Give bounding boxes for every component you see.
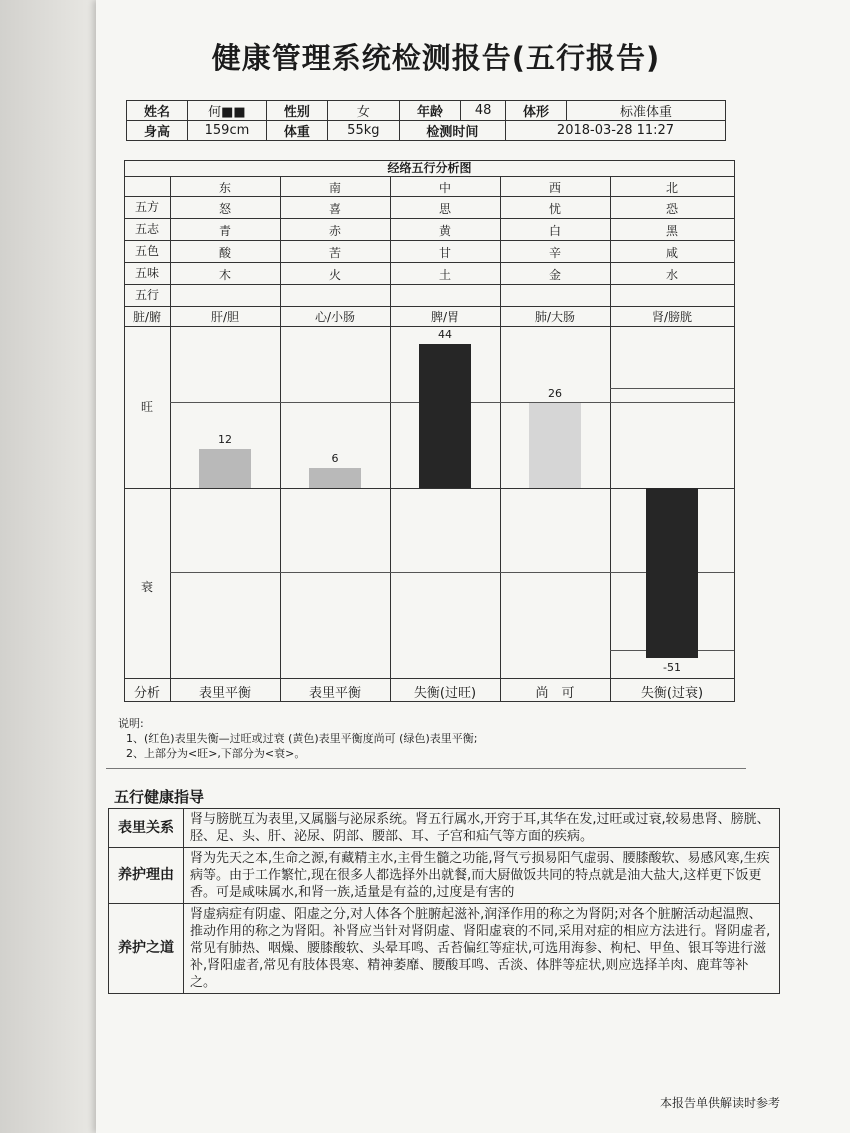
color-cell: 青 — [218, 224, 231, 238]
organ-cell: 肺/大肠 — [534, 310, 576, 324]
grid-line — [124, 262, 735, 263]
element-cell: 水 — [665, 268, 678, 282]
bar-value-label: 26 — [548, 386, 562, 400]
bar-3 — [529, 403, 581, 488]
bar-value-label: 44 — [438, 328, 452, 341]
grid-line — [734, 176, 735, 702]
emotion-cell: 怒 — [218, 202, 231, 216]
analysis-cell: 表里平衡 — [308, 686, 361, 701]
taste-cell: 辛 — [548, 246, 561, 260]
name-label: 姓名 — [127, 101, 188, 121]
element-cell: 金 — [548, 268, 561, 282]
analysis-label: 分析 — [133, 686, 160, 701]
guide-text: 肾与膀胱互为表里,又属腦与泌尿系统。肾五行属水,开窍于耳,其华在发,过旺或过衰,较易患肾、膀胱、胫、足、头、肝、泌尿、阴部、腰部、耳、子宫和疝气等方面的疾病。 — [184, 809, 780, 848]
emotion-cell: 忧 — [548, 202, 561, 216]
report-title: 健康管理系统检测报告(五行报告) — [211, 41, 661, 75]
grid-line — [124, 176, 735, 177]
build-label: 体形 — [506, 101, 567, 121]
bar-1 — [309, 468, 361, 488]
chart-title: 经络五行分析图 — [124, 160, 735, 177]
color-cell: 赤 — [328, 224, 341, 238]
notes-line: 2、上部分为<旺>,下部分为<衰>。 — [126, 747, 306, 760]
element-cell: 木 — [218, 268, 231, 282]
analysis-cell: 表里平衡 — [198, 686, 251, 701]
age-label: 年龄 — [399, 101, 460, 121]
direction-cell: 中 — [438, 181, 451, 195]
notes-heading: 说明: — [118, 717, 144, 730]
time-label: 检测时间 — [399, 121, 505, 141]
organ-cell: 肝/胆 — [210, 310, 240, 324]
organ-cell: 肾/膀胱 — [651, 310, 693, 324]
grid-line — [124, 196, 735, 197]
bar-2 — [419, 344, 471, 488]
analysis-cell: 失衡(过旺) — [413, 686, 477, 701]
bar-4 — [646, 488, 698, 658]
bar-value-label: 12 — [218, 432, 232, 446]
patient-info-table — [126, 100, 726, 141]
bar-0 — [199, 449, 251, 488]
element-cell: 土 — [438, 268, 451, 282]
direction-cell: 南 — [328, 181, 341, 195]
build-value: 标准体重 — [567, 101, 726, 121]
chart-gridline — [610, 388, 734, 389]
emotion-cell: 喜 — [328, 202, 341, 216]
gender-label: 性别 — [266, 101, 327, 121]
report-sheet — [96, 0, 850, 1133]
row-label-color: 五色 — [134, 244, 159, 258]
row-label-element: 五行 — [134, 288, 159, 302]
grid-line — [124, 326, 735, 327]
five-elements-chart — [124, 176, 735, 702]
weight-value: 55kg — [327, 121, 399, 141]
weight-label: 体重 — [266, 121, 327, 141]
row-label-emotion: 五志 — [134, 222, 159, 236]
bar-value-label: -51 — [663, 661, 681, 674]
strong-label: 旺 — [140, 400, 153, 414]
taste-cell: 甘 — [438, 246, 451, 260]
taste-cell: 酸 — [218, 246, 231, 260]
row-label-direction: 五方 — [134, 200, 159, 214]
taste-cell: 咸 — [665, 246, 678, 260]
time-value: 2018-03-28 11:27 — [506, 121, 726, 141]
notes-line: 1、(红色)表里失衡—过旺或过衰 (黄色)表里平衡度尚可 (绿色)表里平衡; — [126, 732, 478, 745]
name-value: 何■■ — [187, 101, 266, 121]
guide-key: 养护理由 — [109, 848, 184, 904]
guide-text: 肾虚病症有阴虚、阳虚之分,对人体各个脏腑起滋补,润泽作用的称之为肾阴;对各个脏腑活动起温煦、推动作用的称之为肾阳。补肾应当针对肾阴虚、肾阳虚衰的不同,采用对症的相应方法进行。肾阴虚者,常见有肺热、咽燥、腰膝酸软、头晕耳鸣、舌苔偏红等症状,可选用海参、枸杞、甲鱼、银耳等进行滋补,肾阳虚者,常见有肢体畏寒、精神萎靡、腰酸耳鸣、舌淡、体胖等症状,则应选择羊肉、鹿茸等补之。 — [184, 904, 780, 994]
grid-line — [124, 678, 735, 679]
color-cell: 白 — [548, 224, 561, 238]
chart-axis-line — [124, 488, 735, 489]
color-cell: 黑 — [665, 224, 678, 238]
direction-cell: 北 — [665, 181, 678, 195]
weak-label: 衰 — [140, 580, 153, 594]
emotion-cell: 恐 — [665, 202, 678, 216]
taste-cell: 苦 — [328, 246, 341, 260]
divider — [106, 768, 746, 769]
color-cell: 黄 — [438, 224, 451, 238]
guide-table — [108, 808, 780, 994]
guide-heading: 五行健康指导 — [114, 788, 205, 806]
gender-value: 女 — [327, 101, 399, 121]
organ-cell: 脾/胃 — [430, 310, 460, 324]
organ-cell: 心/小肠 — [314, 310, 356, 324]
emotion-cell: 思 — [438, 202, 451, 216]
guide-key: 养护之道 — [109, 904, 184, 994]
height-label: 身高 — [127, 121, 188, 141]
age-value: 48 — [461, 101, 506, 121]
grid-line — [124, 218, 735, 219]
bar-value-label: 6 — [331, 452, 339, 466]
direction-cell: 东 — [218, 181, 231, 195]
notes — [118, 716, 477, 761]
guide-key: 表里关系 — [109, 809, 184, 848]
analysis-cell: 失衡(过衰) — [640, 686, 704, 701]
grid-line — [124, 240, 735, 241]
footer-note: 本报告单供解读时参考 — [659, 1096, 780, 1110]
analysis-cell: 尚 可 — [535, 686, 575, 701]
guide-text: 肾为先天之本,生命之源,有藏精主水,主骨生髓之功能,肾气亏损易阳气虚弱、腰膝酸软、易感风寒,生疾病等。由于工作繁忙,现在很多人都选择外出就餐,而大厨做饭共同的特点就是油大盐大,这样更下饭更香。可是咸味属水,和肾一族,适量是有益的,过度是有害的 — [184, 848, 780, 904]
row-label-taste: 五味 — [134, 266, 159, 280]
grid-line — [124, 306, 735, 307]
direction-cell: 西 — [548, 181, 561, 195]
height-value: 159cm — [187, 121, 266, 141]
element-cell: 火 — [328, 268, 341, 282]
grid-line — [124, 284, 735, 285]
background-left — [0, 0, 110, 1133]
grid-line — [124, 701, 735, 702]
row-label-organ: 脏/腑 — [132, 310, 162, 324]
